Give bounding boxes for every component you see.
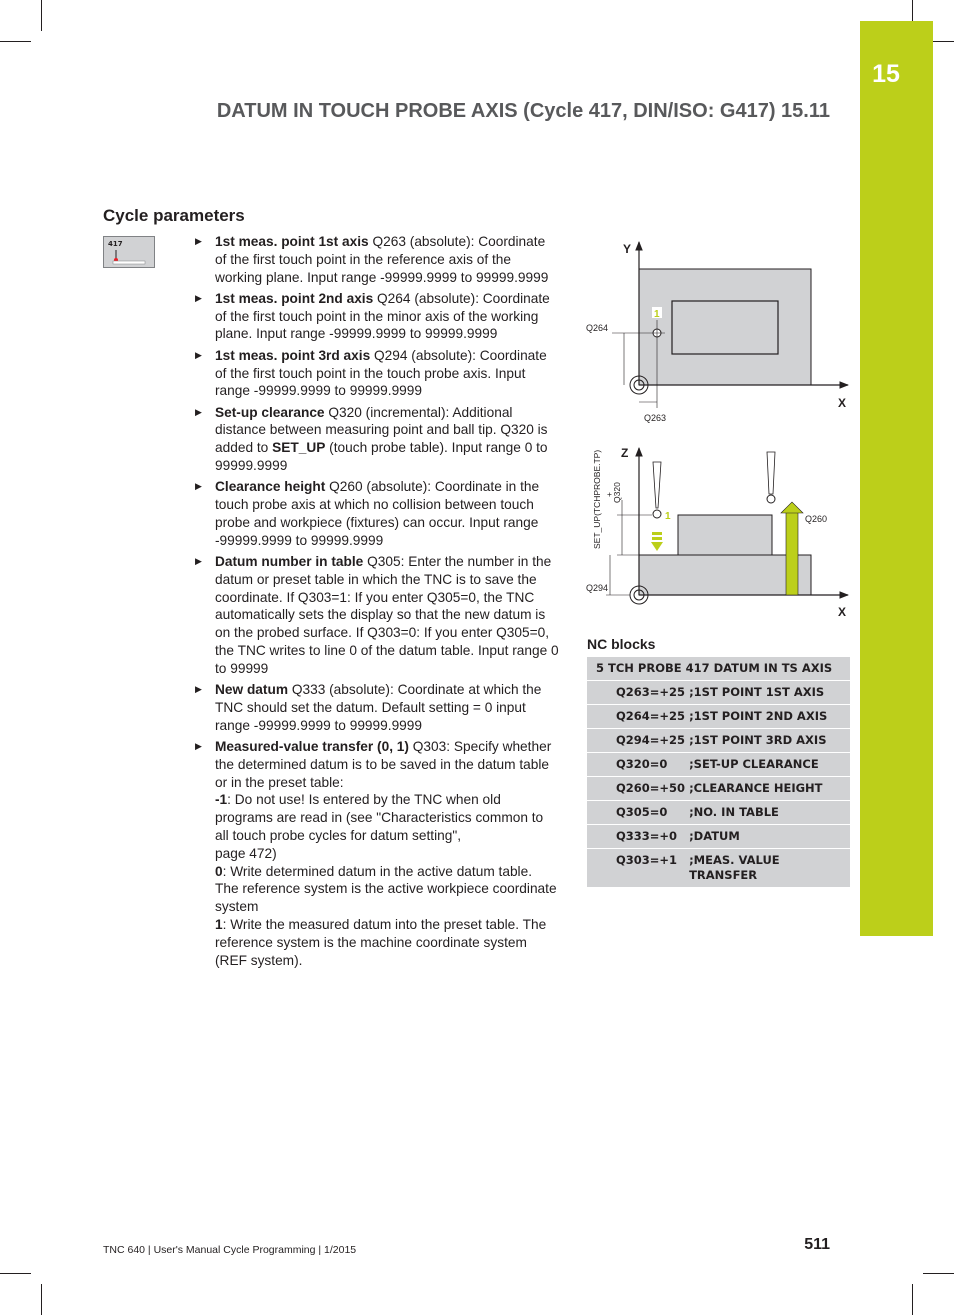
nc-param: Q264=+25	[587, 705, 687, 729]
setup-label: SET_UP(TCHPROBE.TP)	[592, 449, 602, 549]
param-q264	[194, 290, 559, 343]
table-row	[587, 801, 850, 825]
param-desc: (touch probe table). Input range 0 to 99999.9999	[215, 440, 548, 474]
chapter-number: 15	[872, 60, 900, 88]
nc-param: Q320=0	[587, 753, 687, 777]
table-row	[587, 777, 850, 801]
param-desc: Q305: Enter the number in the datum or preset table in which the TNC is to save the coordinate. If Q303=1: If you enter Q305=0, the TNC automatically sets the display so that the new datum is on the probed surface. If Q303=0: If you enter Q305=0, the TNC writes to line 0 of the datum table. Input range 0 to 99999	[215, 554, 559, 676]
nc-comment: ;1ST POINT 3RD AXIS	[687, 729, 850, 753]
z-axis-label: Z	[621, 446, 629, 460]
param-name: 1st meas. point 1st axis	[215, 234, 369, 249]
crop-mark	[41, 0, 42, 31]
nc-comment: ;SET-UP CLEARANCE	[687, 753, 850, 777]
nc-blocks-table	[587, 657, 850, 888]
param-q294	[194, 347, 559, 400]
param-name: 1st meas. point 3rd axis	[215, 347, 371, 363]
footer-text: TNC 640 | User's Manual Cycle Programming | 1/2015	[103, 1244, 357, 1256]
option-key: 1	[215, 916, 223, 932]
point-1-label: 1	[654, 309, 660, 320]
table-row	[587, 657, 850, 681]
cycle-417-icon	[103, 236, 155, 268]
param-name: Measured-value transfer (0, 1)	[215, 739, 409, 755]
crop-mark	[0, 1273, 31, 1274]
nc-comment: ;DATUM	[687, 825, 850, 849]
nc-param: Q303=+1	[587, 849, 687, 888]
nc-param: Q333=+0	[587, 825, 687, 849]
param-name: Set-up clearance	[215, 404, 325, 420]
param-q305	[194, 553, 559, 678]
param-q263	[194, 233, 559, 286]
cycle-figure	[586, 236, 856, 626]
nc-comment: ;1ST POINT 2ND AXIS	[687, 705, 850, 729]
table-row	[587, 729, 850, 753]
crop-mark	[0, 41, 31, 42]
q264-label: Q264	[586, 323, 609, 333]
param-desc: Q303: Specify whether the determined datum is to be saved in the datum table or in the preset table:	[215, 739, 552, 790]
param-desc: Q294 (absolute): Coordinate of the first touch point in the touch probe axis. Input range -99999.9999 to 99999.9999	[215, 347, 547, 399]
nc-comment: ;NO. IN TABLE	[687, 801, 850, 825]
page-number: 511	[804, 1236, 830, 1253]
param-name: Datum number in table	[215, 554, 364, 570]
nc-comment: ;1ST POINT 1ST AXIS	[687, 681, 850, 705]
param-name: Clearance height	[215, 479, 326, 495]
table-row	[587, 705, 850, 729]
nc-param: Q260=+50	[587, 777, 687, 801]
option-desc: : Write the measured datum into the preset table. The reference system is the machine coordinate system (REF system).	[215, 916, 547, 968]
param-q333	[194, 681, 559, 734]
chapter-tab	[860, 21, 933, 936]
param-q260	[194, 478, 559, 549]
nc-blocks-title: NC blocks	[587, 636, 656, 652]
crop-mark	[912, 1284, 913, 1315]
plus-label: +	[604, 492, 614, 497]
nc-param: Q294=+25	[587, 729, 687, 753]
cycle-icon-label: 417	[108, 240, 123, 248]
q320-label: Q320	[612, 482, 622, 503]
q294-label: Q294	[586, 583, 609, 593]
q260-label: Q260	[805, 514, 828, 524]
q263-label: Q263	[644, 413, 667, 423]
nc-param: Q263=+25	[587, 681, 687, 705]
y-axis-label: Y	[623, 242, 632, 256]
param-q303	[194, 738, 559, 969]
page-reference: page 472)	[215, 845, 277, 861]
option-desc: : Do not use! Is entered by the TNC when old programs are read in (see "Characteristics common to all touch probe cycles for datum setting",	[215, 792, 544, 843]
nc-comment: ;MEAS. VALUE TRANSFER	[687, 849, 850, 888]
page-header-title: DATUM IN TOUCH PROBE AXIS (Cycle 417, DIN/ISO: G417) 15.11	[216, 100, 830, 122]
crop-mark	[923, 1273, 954, 1274]
option-key: 0	[215, 863, 223, 879]
x-axis-label: X	[838, 396, 847, 410]
param-name: 1st meas. point 2nd axis	[215, 290, 374, 306]
param-desc: Q320 (incremental): Additional distance between measuring point and ball tip. Q320 is added to	[215, 404, 548, 456]
param-desc-bold: SET_UP	[272, 440, 326, 456]
crop-mark	[41, 1284, 42, 1315]
section-title: Cycle parameters	[103, 206, 245, 225]
param-desc: Q260 (absolute): Coordinate in the touch probe axis at which no collision between touch probe and workpiece (fixtures) can occur. Input range -99999.9999 to 99999.9999	[215, 479, 540, 548]
nc-block-header: 5 TCH PROBE 417 DATUM IN TS AXIS	[587, 657, 850, 681]
nc-param: Q305=0	[587, 801, 687, 825]
table-row	[587, 753, 850, 777]
option-key: -1	[215, 792, 228, 808]
table-row	[587, 681, 850, 705]
x-axis-label: X	[838, 605, 847, 619]
top-view-diagram	[586, 242, 848, 423]
point-1-label: 1	[665, 511, 671, 522]
param-desc: Q333 (absolute): Coordinate at which the TNC should set the datum. Default setting = 0 input range -99999.9999 to 99999.9999	[215, 682, 542, 733]
param-q320	[194, 404, 559, 475]
param-desc: Q263 (absolute): Coordinate of the first touch point in the reference axis of the working plane. Input range -99999.9999 to 99999.9999	[215, 234, 549, 285]
table-row	[587, 825, 850, 849]
param-desc: Q264 (absolute): Coordinate of the first touch point in the minor axis of the working plane. Input range -99999.9999 to 99999.9999	[215, 290, 550, 342]
option-desc: : Write determined datum in the active datum table. The reference system is the active workpiece coordinate system	[215, 863, 557, 915]
side-view-diagram	[586, 446, 848, 619]
parameter-list	[194, 233, 559, 973]
nc-comment: ;CLEARANCE HEIGHT	[687, 777, 850, 801]
table-row	[587, 849, 850, 888]
param-name: New datum	[215, 682, 289, 698]
